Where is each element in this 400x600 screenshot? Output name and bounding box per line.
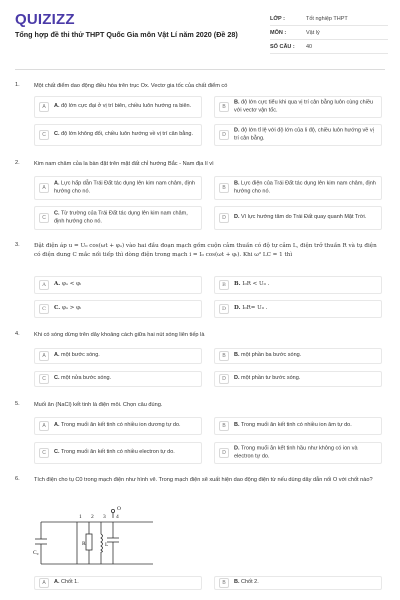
option-text: B. Trong muối ăn kết tinh có nhiều ion âm tự do. <box>234 422 352 429</box>
option-text: A. φᵤ < φᵢ <box>54 281 82 288</box>
worksheet-meta <box>270 12 388 54</box>
option-d[interactable] <box>214 442 382 464</box>
label-l: L <box>105 542 109 548</box>
circuit-diagram <box>33 504 163 570</box>
question-text: Tích điện cho tụ C0 trong mạch điện như hình vẽ. Trong mạch điện sẽ xuất hiện dao động điện từ nếu dùng dây dẫn nối O với chốt nào? <box>34 477 373 483</box>
question-text: Muối ăn (NaCl) kết tinh là điện môi. Chọn câu đúng. <box>34 402 163 408</box>
option-d[interactable] <box>214 206 382 230</box>
option-b[interactable] <box>214 176 382 200</box>
option-text: C. một nửa bước sóng. <box>54 375 112 382</box>
option-c[interactable] <box>34 371 202 387</box>
option-text: B. I₀R < U₀ . <box>234 281 270 288</box>
question-text: Khi có sóng dừng trên dây khoảng cách giữa hai nút sóng liên tiếp là <box>34 332 205 338</box>
option-text: D. độ lớn tỉ lệ với độ lớn của li độ, chiều luôn hướng về vị trí cân bằng. <box>234 127 374 141</box>
option-text: C. Trong muối ăn kết tinh có nhiều electron tự do. <box>54 449 175 456</box>
option-letter: B <box>219 421 229 431</box>
label-r: R <box>82 541 86 547</box>
option-text: B. độ lớn cực tiểu khi qua vị trí cân bằng luôn cùng chiều với vectơ vận tốc. <box>234 99 374 113</box>
question-number: 3. <box>15 242 20 248</box>
option-c[interactable] <box>34 300 202 318</box>
question-text: Kim nam châm của la bàn đặt trên mặt đất chỉ hướng Bắc - Nam địa lí vì <box>34 161 214 167</box>
option-text: D. một phần tư bước sóng. <box>234 375 301 382</box>
option-letter: C <box>39 213 49 223</box>
label-4: 4 <box>116 514 119 520</box>
option-c[interactable] <box>34 206 202 230</box>
question-text: Đặt điện áp u = U₀ cos(ωt + φᵤ) vào hai đầu đoạn mạch gồm cuộn cảm thuần có độ tự cảm L, điện trở thuần R và tụ điện có điện dung C mắc nối tiếp thì dòng điện trong mạch i = I₀ cos(ωt + φᵢ). Khi ω² LC = 1 thì <box>34 243 377 258</box>
question-number: 4. <box>15 331 20 337</box>
option-d[interactable] <box>214 300 382 318</box>
question-number: 2. <box>15 160 20 166</box>
meta-value: 40 <box>306 43 313 50</box>
option-a[interactable] <box>34 176 202 200</box>
option-d[interactable] <box>214 371 382 387</box>
label-1: 1 <box>79 514 82 520</box>
option-text: B. một phần ba bước sóng. <box>234 352 302 359</box>
option-letter: A <box>39 421 49 431</box>
label-2: 2 <box>91 514 94 520</box>
option-letter: A <box>39 351 49 361</box>
option-a[interactable] <box>34 96 202 118</box>
option-text: A. Chốt 1. <box>54 579 79 586</box>
option-text: C. độ lớn không đổi, chiều luôn hướng về vị trí cân bằng. <box>54 131 194 138</box>
meta-key: MÔN : <box>270 29 287 36</box>
meta-row-subject <box>270 26 388 40</box>
option-letter: A <box>39 280 49 290</box>
question-number: 1. <box>15 82 20 88</box>
option-letter: A <box>39 183 49 193</box>
option-a[interactable] <box>34 417 202 435</box>
terminal-o <box>111 509 114 512</box>
option-a[interactable] <box>34 576 202 590</box>
option-c[interactable] <box>34 124 202 146</box>
option-letter: A <box>39 578 49 588</box>
quizizz-logo: QUIZIZZ <box>15 11 75 28</box>
header-divider <box>15 69 385 70</box>
resistor-symbol <box>86 534 92 550</box>
question-text: Một chất điểm dao động điều hòa trên trục Ox. Vectơ gia tốc của chất điểm có <box>34 83 228 89</box>
option-a[interactable] <box>34 348 202 364</box>
option-text: A. một bước sóng. <box>54 352 100 359</box>
inductor-symbol <box>101 534 103 552</box>
option-text: D. Trong muối ăn kết tinh hầu như không có ion và electron tự do. <box>234 445 358 459</box>
option-letter: B <box>219 351 229 361</box>
meta-key: LỚP : <box>270 15 285 22</box>
option-b[interactable] <box>214 576 382 590</box>
question-number: 5. <box>15 401 20 407</box>
option-b[interactable] <box>214 96 382 118</box>
option-b[interactable] <box>214 417 382 435</box>
option-letter: D <box>219 130 229 140</box>
label-o: O <box>117 506 121 512</box>
label-c0: C₀ <box>33 550 39 556</box>
option-letter: C <box>39 304 49 314</box>
option-text: B. Lực điện của Trái Đất tác dụng lên kim nam châm, định hướng cho nó. <box>234 180 376 194</box>
meta-row-class <box>270 12 388 26</box>
option-b[interactable] <box>214 276 382 294</box>
option-text: D. Vì lực hướng tâm do Trái Đất quay quanh Mặt Trời. <box>234 214 367 221</box>
option-a[interactable] <box>34 276 202 294</box>
option-text: C. Từ trường của Trái Đất tác dụng lên kim nam châm, định hướng cho nó. <box>54 210 188 224</box>
option-letter: D <box>219 448 229 458</box>
option-letter: B <box>219 183 229 193</box>
option-letter: B <box>219 102 229 112</box>
option-letter: A <box>39 102 49 112</box>
meta-key: SỐ CÂU : <box>270 43 295 50</box>
option-letter: C <box>39 130 49 140</box>
option-b[interactable] <box>214 348 382 364</box>
option-letter: D <box>219 374 229 384</box>
meta-value: Vật lý <box>306 29 320 36</box>
option-letter: C <box>39 448 49 458</box>
option-c[interactable] <box>34 442 202 464</box>
meta-value: Tốt nghiệp THPT <box>306 15 348 22</box>
option-text: D. I₀R= U₀ . <box>234 305 268 312</box>
option-letter: B <box>219 280 229 290</box>
option-letter: D <box>219 213 229 223</box>
option-text: B. Chốt 2. <box>234 579 259 586</box>
worksheet-header <box>0 0 400 70</box>
document-title: Tổng hợp đề thi thử THPT Quốc Gia môn Vật Lí năm 2020 (Đề 28) <box>15 30 238 39</box>
option-d[interactable] <box>214 124 382 146</box>
option-text: A. độ lớn cực đại ở vị trí biên, chiều luôn hướng ra biên. <box>54 103 192 110</box>
option-letter: D <box>219 304 229 314</box>
option-text: A. Lực hấp dẫn Trái Đất tác dụng lên kim nam châm, định hướng cho nó. <box>54 180 195 194</box>
option-letter: C <box>39 374 49 384</box>
option-letter: B <box>219 578 229 588</box>
meta-row-count <box>270 40 388 54</box>
option-text: A. Trong muối ăn kết tinh có nhiều ion dương tự do. <box>54 422 181 429</box>
option-text: C. φᵤ > φᵢ <box>54 305 82 312</box>
question-number: 6. <box>15 476 20 482</box>
label-3: 3 <box>103 514 106 520</box>
